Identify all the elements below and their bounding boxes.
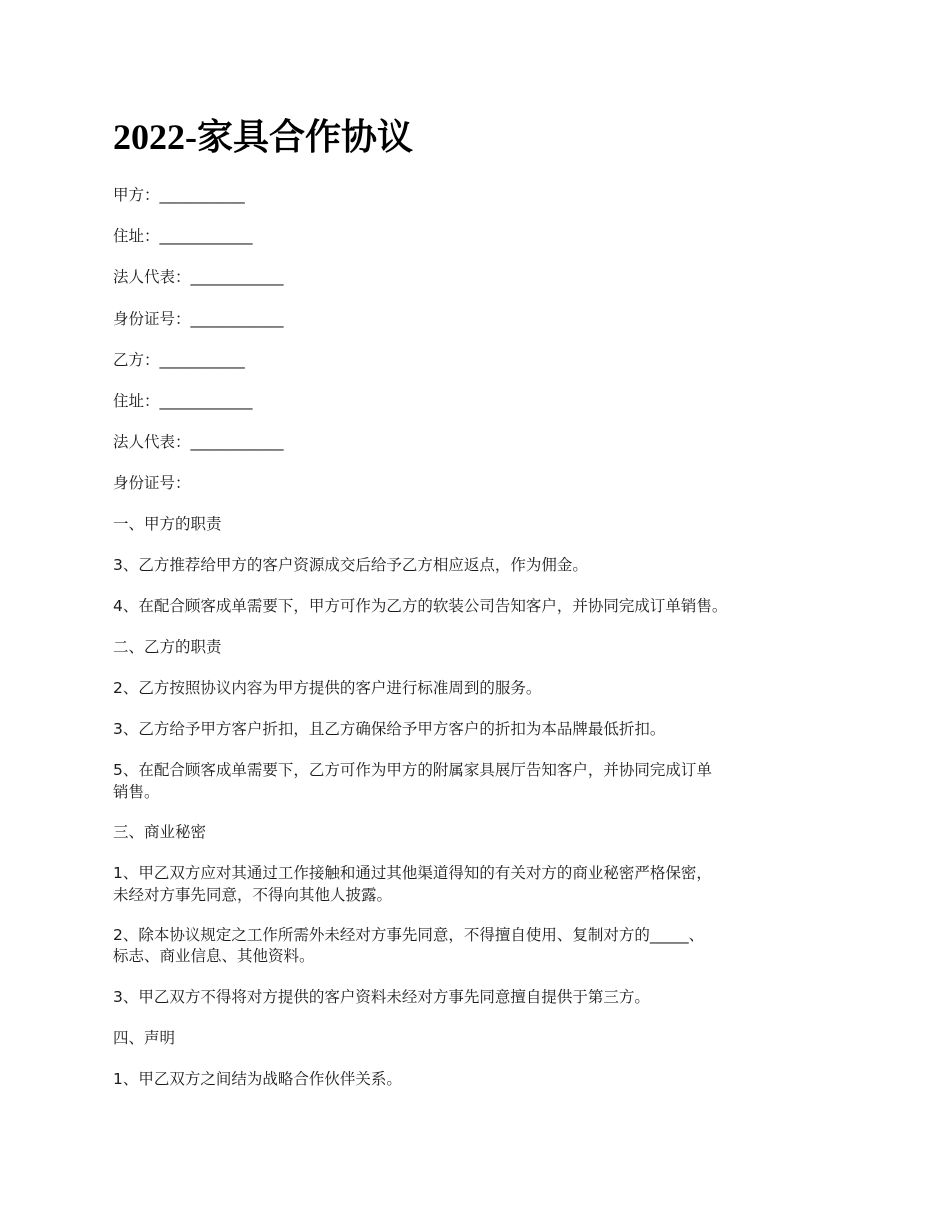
party-a-legal-rep-line: 法人代表：____________ <box>113 268 284 286</box>
clause-4-1: 1、甲乙双方之间结为战略合作伙伴关系。 <box>113 1070 402 1088</box>
section-heading-3: 三、商业秘密 <box>113 823 207 841</box>
clause-3-2-line-1: 2、除本协议规定之工作所需外未经对方事先同意，不得擅自使用、复制对方的_____、 <box>113 926 705 944</box>
clause-3-2-line-2: 标志、商业信息、其他资料。 <box>113 947 315 965</box>
clause-2-3: 3、乙方给予甲方客户折扣，且乙方确保给予甲方客户的折扣为本品牌最低折扣。 <box>113 720 666 738</box>
clause-3-3: 3、甲乙双方不得将对方提供的客户资料未经对方事先同意擅自提供于第三方。 <box>113 988 650 1006</box>
party-a-address-line: 住址：____________ <box>113 227 253 245</box>
clause-1-4: 4、在配合顾客成单需要下，甲方可作为乙方的软装公司告知客户，并协同完成订单销售。 <box>113 597 728 615</box>
party-b-legal-rep-line: 法人代表：____________ <box>113 433 284 451</box>
clause-3-1-line-2: 未经对方事先同意，不得向其他人披露。 <box>113 886 393 904</box>
clause-1-3: 3、乙方推荐给甲方的客户资源成交后给予乙方相应返点，作为佣金。 <box>113 556 588 574</box>
section-heading-2: 二、乙方的职责 <box>113 638 222 656</box>
clause-3-1-line-1: 1、甲乙双方应对其通过工作接触和通过其他渠道得知的有关对方的商业秘密严格保密， <box>113 864 712 882</box>
section-heading-4: 四、声明 <box>113 1029 176 1047</box>
party-b-id-line: 身份证号： <box>113 474 191 492</box>
section-heading-1: 一、甲方的职责 <box>113 515 222 533</box>
clause-2-2: 2、乙方按照协议内容为甲方提供的客户进行标准周到的服务。 <box>113 679 542 697</box>
clause-2-5-line-1: 5、在配合顾客成单需要下，乙方可作为甲方的附属家具展厅告知客户，并协同完成订单 <box>113 761 712 779</box>
clause-2-5-line-2: 销售。 <box>113 783 160 801</box>
party-b-address-line: 住址：____________ <box>113 392 253 410</box>
party-a-id-line: 身份证号：____________ <box>113 310 284 328</box>
document-title: 2022-家具合作协议 <box>113 117 413 157</box>
party-b-line: 乙方：___________ <box>113 351 245 369</box>
party-a-line: 甲方：___________ <box>113 186 245 204</box>
